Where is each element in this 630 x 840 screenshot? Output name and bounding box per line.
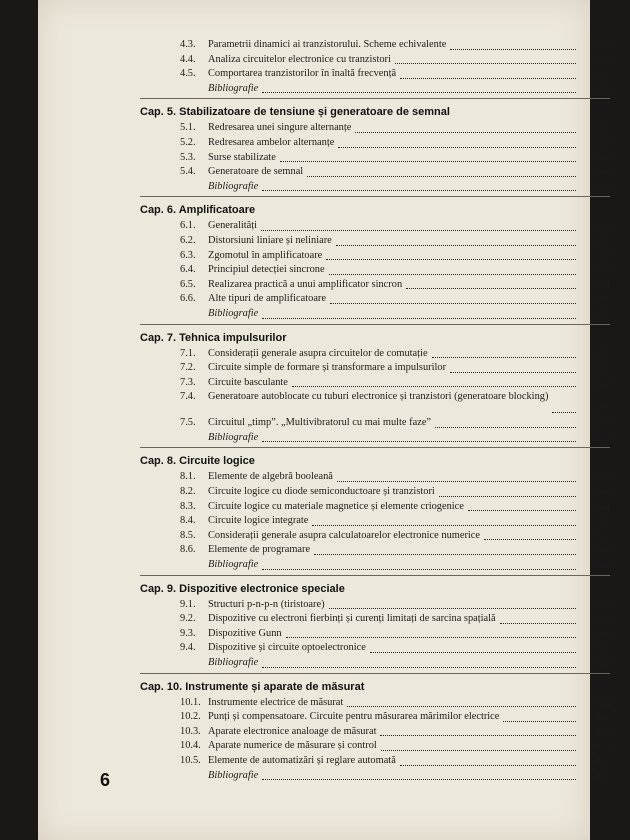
chapter-title: Cap. 7. Tehnica impulsurilor [140,331,287,344]
dot-leader [329,607,576,609]
toc-entry [100,754,610,769]
toc-entry [100,739,610,754]
chapter-heading [100,103,610,121]
entry-number: 9.4. [180,642,196,654]
entry-title: Principiul detecției sincrone [208,264,325,276]
dot-leader [261,229,576,231]
entry-title: Realizarea practică a unui amplificator sincron [208,278,403,290]
dot-leader [286,636,576,638]
entry-number: 5.1. [180,122,196,134]
entry-title: Bibliografie [208,180,259,192]
entry-title: Bibliografie [208,769,259,781]
dot-leader [326,258,576,260]
dot-leader [552,411,576,413]
entry-number: 6.4. [180,264,196,276]
dot-leader [312,524,576,526]
dot-leader [380,734,576,736]
entry-page: 347 [596,545,610,556]
entry-title: Circuite basculante [208,376,288,388]
entry-page: 151 [596,69,610,80]
entry-title: Considerații generale asupra circuitelor de comutație [208,347,428,359]
dot-leader [435,426,576,428]
entry-title: Alte tipuri de amplificatoare [208,293,327,305]
entry-number: 4.3. [180,39,196,50]
dot-leader [395,62,576,64]
toc-entry [100,641,610,656]
entry-page: 183 [596,181,610,192]
entry-page: 304 [596,501,610,512]
entry-title: Bibliografie [208,657,259,668]
chapter-title: Cap. 6. Amplificatoare [140,204,256,217]
entry-title: Instrumente electrice de măsurat [208,696,344,708]
entry-title: Generatoare de semnal [208,166,304,178]
dot-leader [262,91,576,93]
entry-page: 165 [596,152,610,163]
entry-number: 8.1. [180,471,196,483]
dot-leader [450,48,576,50]
entry-page: 190 [596,265,610,276]
entry-page: 370 [596,643,610,654]
chapter-title: Cap. 9. Dispozitive electronice speciale [140,582,345,595]
chapter-heading [100,201,610,219]
chapter-heading [100,329,610,347]
entry-title: Circuitul „timp”. „Multivibratorul cu mai multe faze” [208,417,432,429]
bibliography-entry [100,656,610,671]
entry-number: 8.4. [180,515,196,527]
entry-page: 235 [596,363,610,374]
entry-page: 252 [596,377,610,388]
chapter-divider [140,447,610,448]
entry-title: Bibliografie [208,82,259,94]
entry-title: Generalități [208,220,258,232]
entry-title: Elemente de automatizări și reglare automată [208,754,396,766]
dot-leader [262,568,576,570]
toc-entry [100,136,610,151]
chapter-divider [140,575,610,576]
entry-page: 323 [596,530,610,541]
entry-number: 4.5. [180,68,196,80]
toc-entry [100,151,610,166]
dot-leader [329,273,576,275]
entry-number: 10.1. [180,696,201,708]
dot-leader [503,720,576,722]
dot-leader [336,244,576,246]
toc-entry [100,725,610,740]
toc-entry [100,598,610,613]
entry-page: 184 [596,221,610,232]
entry-number: 10.5. [180,754,201,766]
entry-page: 442 [596,755,610,766]
toc-entry [100,361,610,376]
entry-title: Parametrii dinamici ai tranzistorului. Scheme echivalente [208,39,447,50]
entry-number: 4.4. [180,53,196,65]
entry-page: 185 [596,235,610,246]
entry-number: 10.2. [180,711,201,723]
dot-leader [400,77,576,79]
entry-page: 278 [596,432,610,443]
entry-page: 197 [596,294,610,305]
entry-number: 7.3. [180,376,196,388]
dot-leader [381,749,576,751]
dot-leader [292,385,576,387]
dot-leader [468,509,576,511]
entry-page: 384 [596,697,610,708]
entry-title: Surse stabilizate [208,151,276,163]
toc-entry [100,470,610,485]
toc-entry [100,292,610,307]
entry-page: 355 [596,614,610,625]
entry-page: 286 [596,487,610,498]
entry-title: Circuite logice integrate [208,515,309,527]
entry-title: Redresarea ambelor alternanțe [208,136,335,148]
chapter-title: Cap. 5. Stabilizatoare de tensiune și generatoare de semnal [140,106,450,119]
toc-entry [100,165,610,180]
toc-entry [100,627,610,642]
entry-title: Redresarea unei singure alternanțe [208,122,352,134]
chapter-divider [140,324,610,325]
dot-leader [262,778,576,780]
dot-leader [355,131,576,133]
entry-number: 6.6. [180,293,196,305]
entry-number: 10.4. [180,740,201,752]
dot-leader [406,287,576,289]
entry-title: Circuite logice cu diode semiconductoare și tranzistori [208,486,435,498]
dot-leader [330,302,576,304]
dot-leader [307,175,576,177]
entry-title: Dispozitive cu electroni fierbinți și curenți limitați de sarcina spațială [208,613,496,625]
toc-entry [100,67,610,82]
dot-leader [280,160,576,162]
entry-title: Structuri p-n-p-n (tiristoare) [208,598,325,610]
toc-entry [100,249,610,264]
toc-entry [100,278,610,293]
toc-entry [100,376,610,391]
entry-number: 7.5. [180,417,196,429]
chapter-divider [140,98,610,99]
entry-page: 360 [596,628,610,639]
entry-page: 350 [596,599,610,610]
entry-page: 139 [596,54,610,65]
toc-entry [100,543,610,558]
dot-leader [314,553,576,555]
entry-number: 8.3. [180,500,196,512]
entry-number: 7.4. [180,391,196,403]
page-number: 6 [100,770,111,790]
dot-leader [439,495,576,497]
bibliography-entry [100,82,610,97]
dot-leader [262,189,576,191]
entry-page: 311 [596,516,610,527]
entry-title: Aparate numerice de măsurare și control [208,740,377,752]
toc-entry [100,416,610,431]
book-page [38,0,610,840]
entry-number: 5.3. [180,151,196,163]
entry-number: 9.3. [180,627,196,639]
entry-number: 6.2. [180,234,196,246]
entry-number: 6.3. [180,249,196,261]
entry-title: Circuite logice cu materiale magnetice și elemente criogenice [208,500,464,512]
entry-title: Generatoare autoblocate cu tuburi electronice și tranzistori (generatoare blocking) [208,391,549,403]
dot-leader [484,538,576,540]
chapter-heading [100,580,610,598]
toc-entry [100,612,610,627]
bibliography-entry [100,180,610,195]
bibliography-entry [100,307,610,322]
entry-number: 6.1. [180,220,196,232]
entry-page: 276 [596,418,610,429]
bibliography-entry [100,769,610,784]
entry-page: 453 [596,770,610,781]
entry-page: 158 [596,83,610,94]
toc-entry [100,390,610,416]
toc-entry [100,514,610,529]
dot-leader [450,371,576,373]
entry-page: 382 [596,658,610,668]
chapter-title: Cap. 10. Instrumente și aparate de măsurat [140,680,365,693]
entry-page: 125 [596,40,610,50]
entry-number: 7.2. [180,362,196,374]
chapter-title: Cap. 8. Circuite logice [140,455,255,468]
entry-page: 163 [596,137,610,148]
entry-page: 225 [596,308,610,319]
entry-page: 429 [596,741,610,752]
entry-page: 169 [596,167,610,178]
entry-number: 9.2. [180,613,196,625]
entry-number: 7.1. [180,347,196,359]
entry-page: 280 [596,472,610,483]
dot-leader [347,705,576,707]
entry-page: 401 [596,712,610,723]
toc-entry [100,529,610,544]
entry-page: 412 [596,726,610,737]
entry-page: 194 [596,279,610,290]
entry-number: 8.2. [180,486,196,498]
toc-entry [100,485,610,500]
entry-title: Elemente de algebră booleană [208,471,333,483]
entry-title: Analiza circuitelor electronice cu tranzistori [208,53,391,65]
entry-number: 10.3. [180,725,201,737]
dot-leader [500,622,576,624]
entry-page: 227 [596,348,610,359]
entry-title: Punți și compensatoare. Circuite pentru măsurarea mărimilor electrice [208,711,500,723]
dot-leader [262,440,576,442]
entry-number: 5.4. [180,166,196,178]
dot-leader [262,666,576,668]
chapter-heading [100,678,610,696]
entry-number: 5.2. [180,136,196,148]
toc-entry [100,696,610,711]
entry-title: Elemente de programare [208,544,311,556]
entry-title: Considerații generale asupra calculatoarelor electronice numerice [208,529,481,541]
entry-page: 349 [596,560,610,571]
entry-title: Dispozitive Gunn [208,627,282,639]
entry-title: Dispozitive și circuite optoelectronice [208,642,366,654]
toc-entry [100,710,610,725]
bibliography-entry [100,558,610,573]
dot-leader [337,480,576,482]
toc-entry [100,38,610,53]
chapter-heading [100,452,610,470]
entry-title: Circuite simple de formare și transformare a impulsurilor [208,362,447,374]
dot-leader [432,356,576,358]
entry-page: 271 [596,405,610,416]
toc-entry [100,234,610,249]
toc-entry [100,53,610,68]
dot-leader [370,651,576,653]
chapter-divider [140,196,610,197]
toc-entry [100,219,610,234]
entry-number: 8.6. [180,544,196,556]
toc-entry [100,263,610,278]
entry-page: 187 [596,250,610,261]
toc-entry [100,347,610,362]
entry-title: Bibliografie [208,559,259,571]
entry-title: Aparate electronice analoage de măsurat [208,725,377,737]
entry-title: Distorsiuni liniare și neliniare [208,234,332,246]
entry-number: 6.5. [180,278,196,290]
bibliography-entry [100,431,610,446]
entry-number: 9.1. [180,598,196,610]
entry-number: 8.5. [180,529,196,541]
dot-leader [400,764,576,766]
toc-entry [100,121,610,136]
entry-title: Bibliografie [208,431,259,443]
toc-entry [100,500,610,515]
entry-title: Comportarea tranzistorilor în înaltă frecvență [208,68,397,80]
entry-page: 160 [596,123,610,134]
table-of-contents [100,38,610,783]
entry-title: Zgomotul în amplificatoare [208,249,323,261]
entry-title: Bibliografie [208,307,259,319]
dot-leader [262,317,576,319]
dot-leader [338,146,576,148]
chapter-divider [140,673,610,674]
